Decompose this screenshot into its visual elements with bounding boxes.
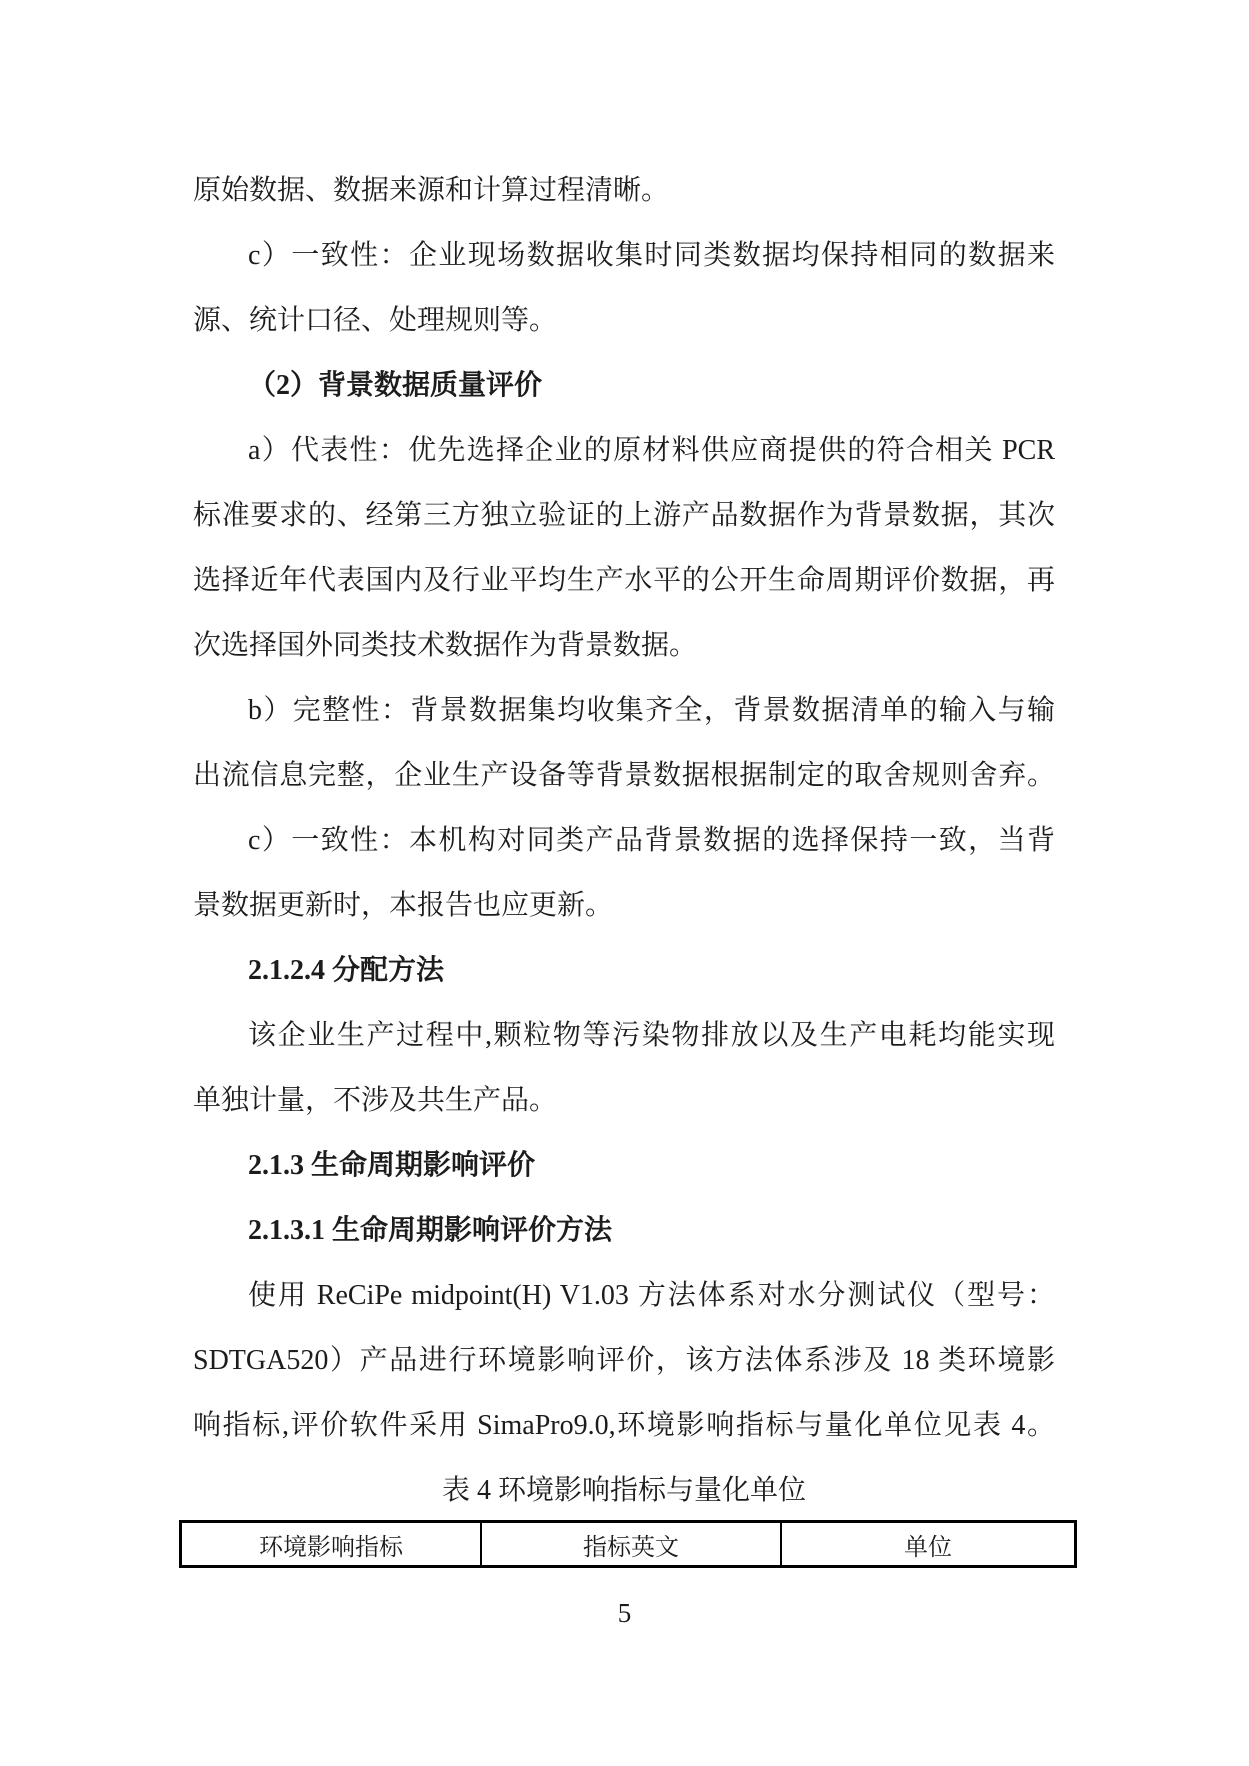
text-line: 响指标,评价软件采用 SimaPro9.0,环境影响指标与量化单位见表 4。 xyxy=(193,1410,1055,1441)
text-line: 出流信息完整，企业生产设备等背景数据根据制定的取舍规则舍弃。 xyxy=(193,760,1055,791)
page-number: 5 xyxy=(617,1598,632,1628)
heading-line: 2.1.3 生命周期影响评价 xyxy=(248,1150,536,1181)
text-line: 原始数据、数据来源和计算过程清晰。 xyxy=(193,175,670,206)
text-line: SDTGA520）产品进行环境影响评价，该方法体系涉及 18 类环境影 xyxy=(193,1345,1055,1376)
text-line: 源、统计口径、处理规则等。 xyxy=(193,305,558,336)
text-line: 该企业生产过程中,颗粒物等污染物排放以及生产电耗均能实现 xyxy=(248,1020,1055,1051)
text-line: 使用 ReCiPe midpoint(H) V1.03 方法体系对水分测试仪（型号： xyxy=(248,1280,1055,1311)
text-line: b）完整性：背景数据集均收集齐全，背景数据清单的输入与输 xyxy=(248,695,1055,726)
table-header-row xyxy=(181,1522,1076,1567)
heading-line: 2.1.3.1 生命周期影响评价方法 xyxy=(248,1215,613,1246)
text-line: 单独计量，不涉及共生产品。 xyxy=(193,1085,558,1116)
table-header-cell: 指标英文 xyxy=(481,1522,781,1567)
text-lines xyxy=(193,158,1055,1458)
text-line: 标准要求的、经第三方独立验证的上游产品数据作为背景数据，其次 xyxy=(193,500,1055,531)
text-line: a）代表性：优先选择企业的原材料供应商提供的符合相关 PCR xyxy=(248,435,1055,466)
text-line: 景数据更新时，本报告也应更新。 xyxy=(193,890,614,921)
impact-indicator-table xyxy=(179,1520,1077,1568)
text-line: c）一致性：企业现场数据收集时同类数据均保持相同的数据来 xyxy=(248,240,1055,271)
text-line: 次选择国外同类技术数据作为背景数据。 xyxy=(193,630,698,661)
heading-line: （2）背景数据质量评价 xyxy=(248,370,543,401)
table-caption: 表 4 环境影响指标与量化单位 xyxy=(441,1475,806,1506)
text-line: c）一致性：本机构对同类产品背景数据的选择保持一致，当背 xyxy=(248,825,1055,856)
document-body xyxy=(193,158,1055,1523)
table-header-cell: 单位 xyxy=(781,1522,1076,1567)
heading-line: 2.1.2.4 分配方法 xyxy=(248,955,445,986)
text-line: 选择近年代表国内及行业平均生产水平的公开生命周期评价数据，再 xyxy=(193,565,1055,596)
table-header-cell: 环境影响指标 xyxy=(259,1534,403,1561)
